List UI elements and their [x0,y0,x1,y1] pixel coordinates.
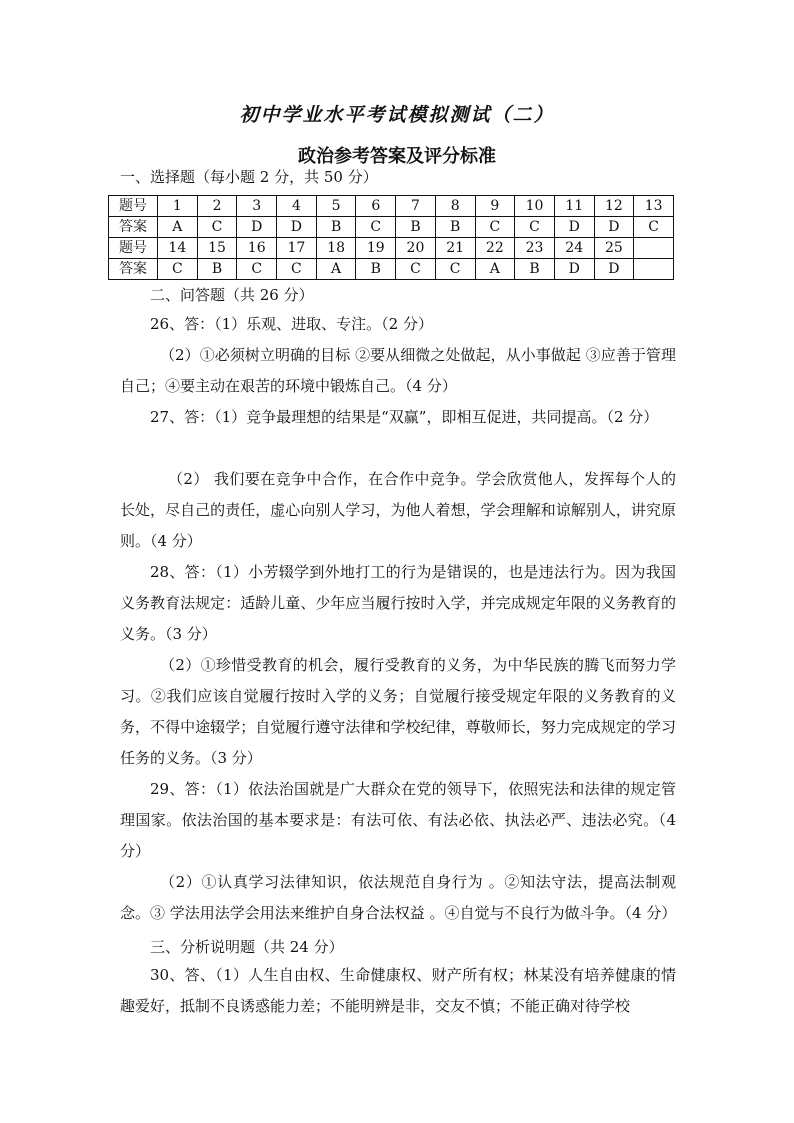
section-heading-analysis: 三、分析说明题（共 24 分） [150,938,344,956]
answer-26-part1: 26、答：（1）乐观、进取、专注。（2 分） [150,315,433,333]
answer-table [108,195,674,280]
table-cell: 16 [237,238,277,259]
table-cell: B [435,217,475,238]
table-cell: 6 [356,196,396,217]
table-cell: D [594,259,634,280]
table-cell: 3 [237,196,277,217]
table-cell: D [594,217,634,238]
answer-26-part2: （2）①必须树立明确的目标 ②要从细微之处做起，从小事做起 ③应善于管理自己；④要主动在艰苦的环境中锻炼自己。（4 分） [120,346,676,395]
table-cell: 25 [594,238,634,259]
table-cell: 题号 [109,196,158,217]
table-cell: C [396,259,436,280]
table-row [109,238,674,259]
table-cell: A [158,217,198,238]
answer-27-part1: 27、答：（1）竞争最理想的结果是“双赢”，即相互促进，共同提高。（2 分） [150,408,659,426]
table-cell: C [435,259,475,280]
table-cell: 14 [158,238,198,259]
table-cell: B [356,259,396,280]
table-cell: C [356,217,396,238]
table-cell: D [554,217,594,238]
table-cell: 20 [396,238,436,259]
table-cell: 9 [475,196,515,217]
table-cell: 23 [515,238,555,259]
table-cell: D [277,217,317,238]
table-cell: 5 [316,196,356,217]
table-cell: C [237,259,277,280]
table-row [109,259,674,280]
table-row [109,196,674,217]
table-cell: 24 [554,238,594,259]
table-cell: D [554,259,594,280]
table-cell: 答案 [109,217,158,238]
table-cell: B [515,259,555,280]
answer-29-part2: （2）①认真学习法律知识，依法规范自身行为 。②知法守法，提高法制观念。③ 学法用法学会用法来维护自身合法权益 。④自觉与不良行为做斗争。（4 分） [120,873,677,922]
table-cell: 1 [158,196,198,217]
table-cell: C [475,217,515,238]
document-subtitle: 政治参考答案及评分标准 [298,146,496,167]
table-cell: 7 [396,196,436,217]
table-cell: 13 [634,196,674,217]
table-cell: 15 [197,238,237,259]
table-cell: C [634,217,674,238]
table-cell: C [197,217,237,238]
answer-28-part1: 28、答：（1）小芳辍学到外地打工的行为是错误的，也是违法行为。因为我国义务教育法规定：适龄儿童、少年应当履行按时入学，并完成规定年限的义务教育的义务。（3 分） [120,563,676,643]
answer-30-part1: 30、答、（1）人生自由权、生命健康权、财产所有权；林某没有培养健康的情趣爱好，抵制不良诱惑能力差；不能明辨是非，交友不慎；不能正确对待学校 [120,966,676,1015]
table-cell: C [277,259,317,280]
table-cell [634,259,674,280]
document-title: 初中学业水平考试模拟测试（二） [239,104,555,126]
table-cell: 19 [356,238,396,259]
table-cell: 12 [594,196,634,217]
table-cell: A [475,259,515,280]
answer-28-part2: （2）①珍惜受教育的机会，履行受教育的义务，为中华民族的腾飞而努力学习。②我们应该自觉履行按时入学的义务；自觉履行接受规定年限的义务教育的义务，不得中途辍学；自觉履行遵守法律和学校纪律，尊敬师长，努力完成规定的学习任务的义务。（3 分） [120,656,676,767]
table-cell: 2 [197,196,237,217]
table-cell: B [316,217,356,238]
table-cell: 题号 [109,238,158,259]
table-cell: C [158,259,198,280]
answer-27-part2: （2） 我们要在竞争中合作，在合作中竞争。学会欣赏他人，发挥每个人的长处，尽自己的责任，虚心向别人学习，为他人着想，学会理解和谅解别人，讲究原则。（4 分） [120,470,676,550]
table-cell: A [316,259,356,280]
table-cell: 11 [554,196,594,217]
section-heading-choice: 一、选择题（每小题 2 分，共 50 分） [120,168,378,186]
table-cell: 21 [435,238,475,259]
table-cell: D [237,217,277,238]
table-cell: 22 [475,238,515,259]
section-heading-qa: 二、问答题（共 26 分） [150,286,314,304]
table-cell: 4 [277,196,317,217]
table-cell: B [396,217,436,238]
table-cell: B [197,259,237,280]
table-cell: C [515,217,555,238]
table-cell: 8 [435,196,475,217]
table-cell: 答案 [109,259,158,280]
table-cell: 10 [515,196,555,217]
answer-29-part1: 29、答：（1）依法治国就是广大群众在党的领导下，依照宪法和法律的规定管理国家。依法治国的基本要求是：有法可依、有法必依、执法必严、违法必究。（4 分） [120,780,676,860]
table-row [109,217,674,238]
table-cell: 18 [316,238,356,259]
table-cell [634,238,674,259]
table-cell: 17 [277,238,317,259]
